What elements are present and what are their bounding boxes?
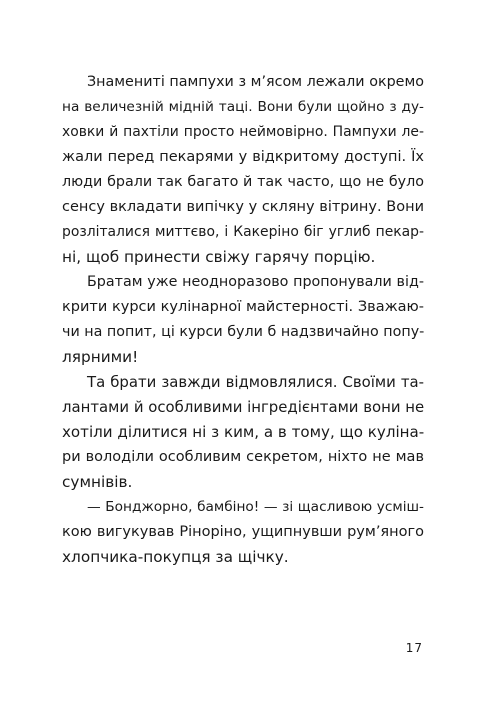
text-line: чи на попит, ці курси були б надзвичайно попу- bbox=[62, 324, 425, 340]
text-line: сумнівів. bbox=[62, 473, 133, 491]
text-line: ховки й пахтіли просто неймовірно. Пампухи ле- bbox=[62, 124, 424, 140]
page-number: 17 bbox=[405, 641, 423, 655]
text-line: розліталися миттєво, і Какеріно біг углиб пекар- bbox=[62, 224, 424, 240]
text-line: жали перед пекарями у відкритому доступі. Їх bbox=[62, 149, 424, 165]
text-line: люди брали так багато й так часто, що не було bbox=[62, 174, 424, 190]
text-line: ні, щоб принести свіжу гарячу порцію. bbox=[62, 248, 376, 266]
text-line: кою вигукував Ріноріно, ущипнувши рум’яного bbox=[62, 524, 424, 540]
text-line: крити курси кулінарної майстерності. Зважаю- bbox=[62, 299, 424, 315]
text-line: хотіли ділитися ні з ким, а в тому, що кулiна- bbox=[62, 423, 425, 441]
text-line: Та брати завжди відмовлялися. Своїми та- bbox=[87, 373, 424, 391]
text-line: на величезній мідній таці. Вони були щойно з ду- bbox=[62, 99, 424, 115]
text-line: лантами й особливими інгредієнтами вони не bbox=[62, 398, 425, 416]
text-line: — Бонджорно, бамбіно! — зі щасливою усміш- bbox=[87, 499, 424, 515]
text-line: Знамениті пампухи з м’ясом лежали окремо bbox=[87, 74, 424, 90]
text-line: хлопчика-покупця за щічку. bbox=[62, 548, 289, 566]
text-line: сенсу вкладати випічку у скляну вітрину. Вони bbox=[62, 199, 424, 215]
text-line: Братам уже неодноразово пропонували від- bbox=[87, 274, 424, 290]
text-line: лярними! bbox=[62, 348, 139, 366]
text-line: ри володіли особливим секретом, ніхто не мав bbox=[62, 449, 424, 465]
